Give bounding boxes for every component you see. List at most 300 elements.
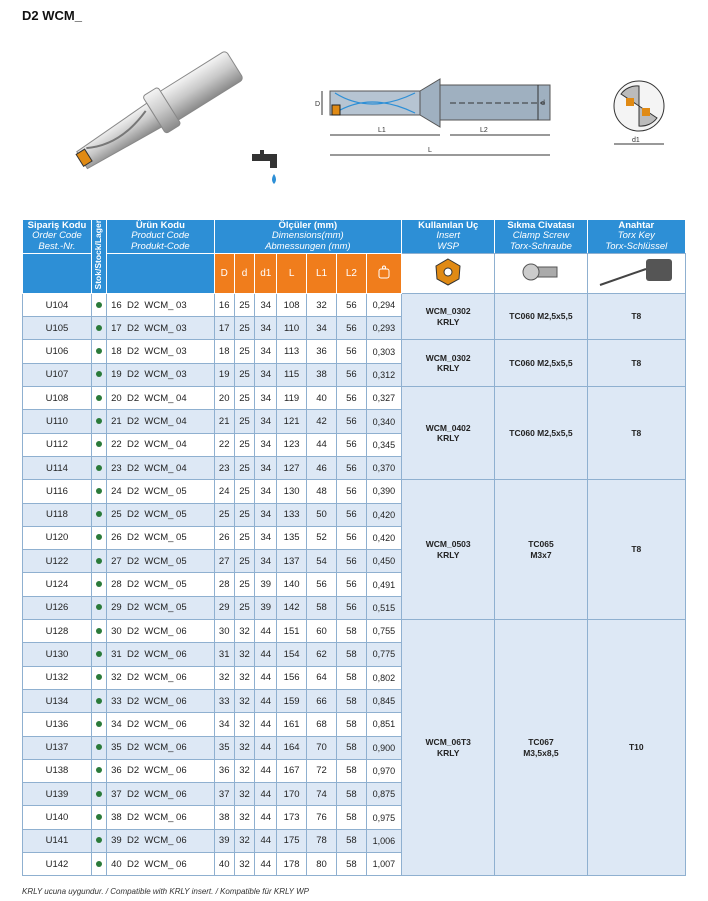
stock-indicator [91,736,106,759]
screw-cell [495,293,587,340]
dim-L1: 52 [306,526,336,549]
product-code: 34 D2 WCM_ 06 [107,713,214,736]
dim-L2: 56 [337,550,366,573]
dim-L1: 68 [306,713,336,736]
in-stock-dot-icon [96,371,102,377]
dim-L2: 58 [337,736,366,759]
insert-cell-line: KRLY [437,363,460,374]
in-stock-dot-icon [96,348,102,354]
weight: 0,294 [366,293,401,316]
dim-d1: 39 [255,596,277,619]
dim-L1: 54 [306,550,336,573]
insert-cell-line: KRLY [437,433,460,444]
dim-d1: 34 [255,340,277,363]
dim-L1: 44 [306,433,336,456]
dim-D: 27 [214,550,234,573]
dim-L: 135 [277,526,306,549]
dim-D: 19 [214,363,234,386]
order-code: U128 [23,620,92,643]
col-d1: d1 [255,253,277,293]
dim-L: 159 [277,689,306,712]
dim-L: 127 [277,456,306,479]
dim-D: 33 [214,689,234,712]
dim-d: 32 [234,689,254,712]
key-cell [587,480,685,620]
in-stock-dot-icon [96,302,102,308]
dim-D: 37 [214,783,234,806]
dim-d: 32 [234,783,254,806]
weight: 0,345 [366,433,401,456]
dim-L2: 56 [337,596,366,619]
dim-d: 25 [234,596,254,619]
dim-L2: 56 [337,573,366,596]
in-stock-dot-icon [96,465,102,471]
dim-L1: 40 [306,387,336,410]
table-row [23,340,686,363]
col-L1: L1 [306,253,336,293]
dim-D: 39 [214,829,234,852]
screw-cell-line: TC060 M2,5x5,5 [509,357,573,368]
in-stock-dot-icon [96,488,102,494]
dim-L1: 72 [306,759,336,782]
insert-cell [402,620,495,876]
in-stock-dot-icon [96,558,102,564]
dim-d: 32 [234,759,254,782]
order-code: U110 [23,410,92,433]
screw-cell [495,340,587,387]
stock-indicator [91,596,106,619]
order-code: U105 [23,317,92,340]
insert-cell-line: WCM_0302 [425,306,471,317]
dim-D: 16 [214,293,234,316]
in-stock-dot-icon [96,511,102,517]
insert-cell-line: KRLY [437,549,460,560]
dim-L2: 56 [337,410,366,433]
dim-L1: 74 [306,783,336,806]
dim-L: 156 [277,666,306,689]
weight: 0,450 [366,550,401,573]
weight: 0,491 [366,573,401,596]
stock-indicator [91,853,106,876]
page-title: D2 WCM_ [22,8,82,23]
weight: 0,875 [366,783,401,806]
dim-L1: 62 [306,643,336,666]
in-stock-dot-icon [96,837,102,843]
dim-D: 34 [214,713,234,736]
dim-L2: 56 [337,456,366,479]
dim-D: 20 [214,387,234,410]
dim-d: 32 [234,666,254,689]
order-code: U118 [23,503,92,526]
col-D: D [214,253,234,293]
dim-L2: 56 [337,293,366,316]
in-stock-dot-icon [96,581,102,587]
dim-d1: 34 [255,480,277,503]
screw-cell [495,480,587,620]
weight: 0,755 [366,620,401,643]
product-code: 22 D2 WCM_ 04 [107,433,214,456]
screw-icon [495,253,587,293]
product-code: 29 D2 WCM_ 05 [107,596,214,619]
order-code: U112 [23,433,92,456]
dim-L: 167 [277,759,306,782]
stock-indicator [91,340,106,363]
dim-L: 161 [277,713,306,736]
order-code: U140 [23,806,92,829]
dim-D: 30 [214,620,234,643]
label-L1: L1 [378,127,386,134]
dim-L2: 56 [337,433,366,456]
dim-D: 28 [214,573,234,596]
stock-indicator [91,433,106,456]
dim-d1: 34 [255,503,277,526]
dim-L1: 50 [306,503,336,526]
insert-cell [402,387,495,480]
dim-d: 32 [234,643,254,666]
weight: 0,420 [366,526,401,549]
weight: 0,340 [366,410,401,433]
product-code: 33 D2 WCM_ 06 [107,689,214,712]
stock-indicator [91,713,106,736]
dim-L: 121 [277,410,306,433]
product-code: 31 D2 WCM_ 06 [107,643,214,666]
in-stock-dot-icon [96,628,102,634]
dim-d: 32 [234,853,254,876]
dim-L2: 58 [337,783,366,806]
insert-cell-line: KRLY [437,747,460,758]
dim-L1: 64 [306,666,336,689]
insert-cell-line: WCM_0503 [425,539,471,550]
in-stock-dot-icon [96,767,102,773]
stock-indicator [91,759,106,782]
dim-d: 32 [234,806,254,829]
dim-d: 25 [234,387,254,410]
dim-L1: 76 [306,806,336,829]
insert-icon [402,253,495,293]
key-cell [587,387,685,480]
in-stock-dot-icon [96,441,102,447]
product-code: 16 D2 WCM_ 03 [107,293,214,316]
product-code: 40 D2 WCM_ 06 [107,853,214,876]
order-code: U142 [23,853,92,876]
stock-indicator [91,526,106,549]
in-stock-dot-icon [96,698,102,704]
order-code: U120 [23,526,92,549]
stock-indicator [91,456,106,479]
stock-indicator [91,363,106,386]
in-stock-dot-icon [96,861,102,867]
dim-L1: 80 [306,853,336,876]
dim-L: 170 [277,783,306,806]
dim-d1: 44 [255,666,277,689]
order-code: U141 [23,829,92,852]
dim-d: 25 [234,340,254,363]
order-code: U106 [23,340,92,363]
screw-cell [495,387,587,480]
product-code: 27 D2 WCM_ 05 [107,550,214,573]
dim-L: 173 [277,806,306,829]
screw-cell-line: M3x7 [530,549,552,560]
dim-d1: 34 [255,387,277,410]
order-code: U104 [23,293,92,316]
dim-D: 38 [214,806,234,829]
dim-D: 25 [214,503,234,526]
dim-L1: 58 [306,596,336,619]
weight: 0,970 [366,759,401,782]
screw-cell [495,620,587,876]
order-code: U126 [23,596,92,619]
dim-d1: 44 [255,620,277,643]
in-stock-dot-icon [96,814,102,820]
stock-indicator [91,783,106,806]
dim-L1: 46 [306,456,336,479]
insert-cell [402,293,495,340]
product-code: 39 D2 WCM_ 06 [107,829,214,852]
dim-L: 178 [277,853,306,876]
dim-d: 32 [234,713,254,736]
header-key: Anahtar Torx Key Torx-Schlüssel [587,220,685,254]
label-L: L [428,147,432,154]
drill-photo [60,40,260,190]
col-d: d [234,253,254,293]
dim-L2: 56 [337,387,366,410]
weight: 0,515 [366,596,401,619]
stock-indicator [91,317,106,340]
order-code: U132 [23,666,92,689]
screw-cell-line: M3,5x8,5 [523,747,559,758]
dim-d: 25 [234,526,254,549]
dim-L2: 58 [337,713,366,736]
dim-L: 133 [277,503,306,526]
key-cell-line: T10 [628,742,644,753]
stock-indicator [91,620,106,643]
coolant-icon [248,148,288,190]
product-code: 18 D2 WCM_ 03 [107,340,214,363]
product-code: 38 D2 WCM_ 06 [107,806,214,829]
stock-indicator [91,503,106,526]
dim-d1: 34 [255,526,277,549]
stock-indicator [91,689,106,712]
dim-L2: 58 [337,643,366,666]
key-cell-line: T8 [631,544,642,555]
key-icon [587,253,685,293]
dim-D: 17 [214,317,234,340]
order-code: U114 [23,456,92,479]
product-code: 24 D2 WCM_ 05 [107,480,214,503]
dim-L1: 56 [306,573,336,596]
stock-indicator [91,573,106,596]
dim-L: 110 [277,317,306,340]
dim-D: 35 [214,736,234,759]
dim-D: 21 [214,410,234,433]
dim-d1: 34 [255,293,277,316]
weight: 0,312 [366,363,401,386]
col-L: L [277,253,306,293]
weight: 0,293 [366,317,401,340]
dim-L1: 34 [306,317,336,340]
product-code: 25 D2 WCM_ 05 [107,503,214,526]
header-insert: Kullanılan Uç Insert WSP [402,220,495,254]
dim-L2: 58 [337,759,366,782]
dim-d: 25 [234,480,254,503]
in-stock-dot-icon [96,791,102,797]
dim-d: 25 [234,363,254,386]
dim-d1: 34 [255,363,277,386]
dim-d1: 44 [255,713,277,736]
dim-L2: 58 [337,806,366,829]
dim-D: 32 [214,666,234,689]
product-code: 32 D2 WCM_ 06 [107,666,214,689]
in-stock-dot-icon [96,674,102,680]
table-row [23,387,686,410]
dim-L1: 48 [306,480,336,503]
dim-L1: 78 [306,829,336,852]
dim-d1: 44 [255,643,277,666]
in-stock-dot-icon [96,395,102,401]
header-order-code: Sipariş Kodu Order Code Best.-Nr. [23,220,92,254]
label-D: D [315,101,321,108]
header-stock: Stok/Stock/Lager [91,220,106,294]
insert-cell [402,480,495,620]
dim-D: 24 [214,480,234,503]
insert-cell [402,340,495,387]
col-L2: L2 [337,253,366,293]
insert-cell-line: WCM_0302 [425,352,471,363]
dim-L: 154 [277,643,306,666]
dim-d: 32 [234,620,254,643]
in-stock-dot-icon [96,721,102,727]
order-code: U137 [23,736,92,759]
dim-L2: 58 [337,689,366,712]
end-view-drawing [606,76,676,156]
dim-D: 23 [214,456,234,479]
order-code: U134 [23,689,92,712]
stock-indicator [91,550,106,573]
in-stock-dot-icon [96,325,102,331]
dim-d1: 44 [255,736,277,759]
product-code: 28 D2 WCM_ 05 [107,573,214,596]
order-code: U139 [23,783,92,806]
weight: 0,303 [366,340,401,363]
dim-d: 25 [234,573,254,596]
stock-indicator [91,666,106,689]
screw-cell-line: TC060 M2,5x5,5 [509,427,573,438]
order-code: U122 [23,550,92,573]
dim-L1: 42 [306,410,336,433]
dim-L1: 32 [306,293,336,316]
dim-L2: 58 [337,666,366,689]
weight: 1,006 [366,829,401,852]
dim-L1: 66 [306,689,336,712]
dim-L2: 56 [337,480,366,503]
weight: 0,420 [366,503,401,526]
dim-D: 22 [214,433,234,456]
weight: 0,802 [366,666,401,689]
stock-indicator [91,410,106,433]
dim-L2: 56 [337,526,366,549]
weight: 0,390 [366,480,401,503]
dim-L: 113 [277,340,306,363]
dim-d1: 44 [255,806,277,829]
product-code: 19 D2 WCM_ 03 [107,363,214,386]
dim-d1: 44 [255,759,277,782]
dim-L2: 56 [337,340,366,363]
dim-d1: 44 [255,689,277,712]
dim-d: 32 [234,829,254,852]
in-stock-dot-icon [96,651,102,657]
label-d: d [541,100,545,107]
order-code: U116 [23,480,92,503]
dim-L: 115 [277,363,306,386]
in-stock-dot-icon [96,534,102,540]
dim-D: 40 [214,853,234,876]
dim-L: 119 [277,387,306,410]
product-code: 23 D2 WCM_ 04 [107,456,214,479]
dim-d1: 34 [255,433,277,456]
weight: 0,327 [366,387,401,410]
insert-cell-line: WCM_0402 [425,422,471,433]
header-dimensions: Ölçüler (mm) Dimensions(mm) Abmessungen (mm) [214,220,402,254]
stock-indicator [91,480,106,503]
weight: 0,975 [366,806,401,829]
in-stock-dot-icon [96,604,102,610]
dim-d: 25 [234,410,254,433]
dim-L1: 60 [306,620,336,643]
dim-L2: 58 [337,853,366,876]
dim-L2: 56 [337,363,366,386]
product-code: 26 D2 WCM_ 05 [107,526,214,549]
col-weight-icon [366,253,401,293]
weight: 1,007 [366,853,401,876]
dim-L: 142 [277,596,306,619]
stock-indicator [91,293,106,316]
order-code: U124 [23,573,92,596]
screw-cell-line: TC067 [528,737,554,748]
weight: 0,370 [366,456,401,479]
key-cell [587,293,685,340]
product-code: 17 D2 WCM_ 03 [107,317,214,340]
product-code: 30 D2 WCM_ 06 [107,620,214,643]
screw-cell-line: TC065 [528,539,554,550]
dim-D: 36 [214,759,234,782]
dim-d1: 34 [255,550,277,573]
dim-d: 32 [234,736,254,759]
table-row [23,620,686,643]
dim-d1: 44 [255,853,277,876]
dim-d1: 34 [255,410,277,433]
dim-L: 164 [277,736,306,759]
dim-d: 25 [234,317,254,340]
dim-L: 123 [277,433,306,456]
weight: 0,851 [366,713,401,736]
key-cell [587,620,685,876]
dim-d1: 44 [255,783,277,806]
dim-L2: 58 [337,829,366,852]
dim-d: 25 [234,456,254,479]
key-cell-line: T8 [631,427,642,438]
in-stock-dot-icon [96,418,102,424]
dim-D: 31 [214,643,234,666]
dim-d1: 39 [255,573,277,596]
label-d1: d1 [632,137,640,144]
header-clamp-screw: Sıkma Civatası Clamp Screw Torx-Schraube [495,220,587,254]
dim-L: 140 [277,573,306,596]
order-code: U138 [23,759,92,782]
weight: 0,845 [366,689,401,712]
dim-d1: 34 [255,456,277,479]
in-stock-dot-icon [96,744,102,750]
insert-cell-line: KRLY [437,316,460,327]
